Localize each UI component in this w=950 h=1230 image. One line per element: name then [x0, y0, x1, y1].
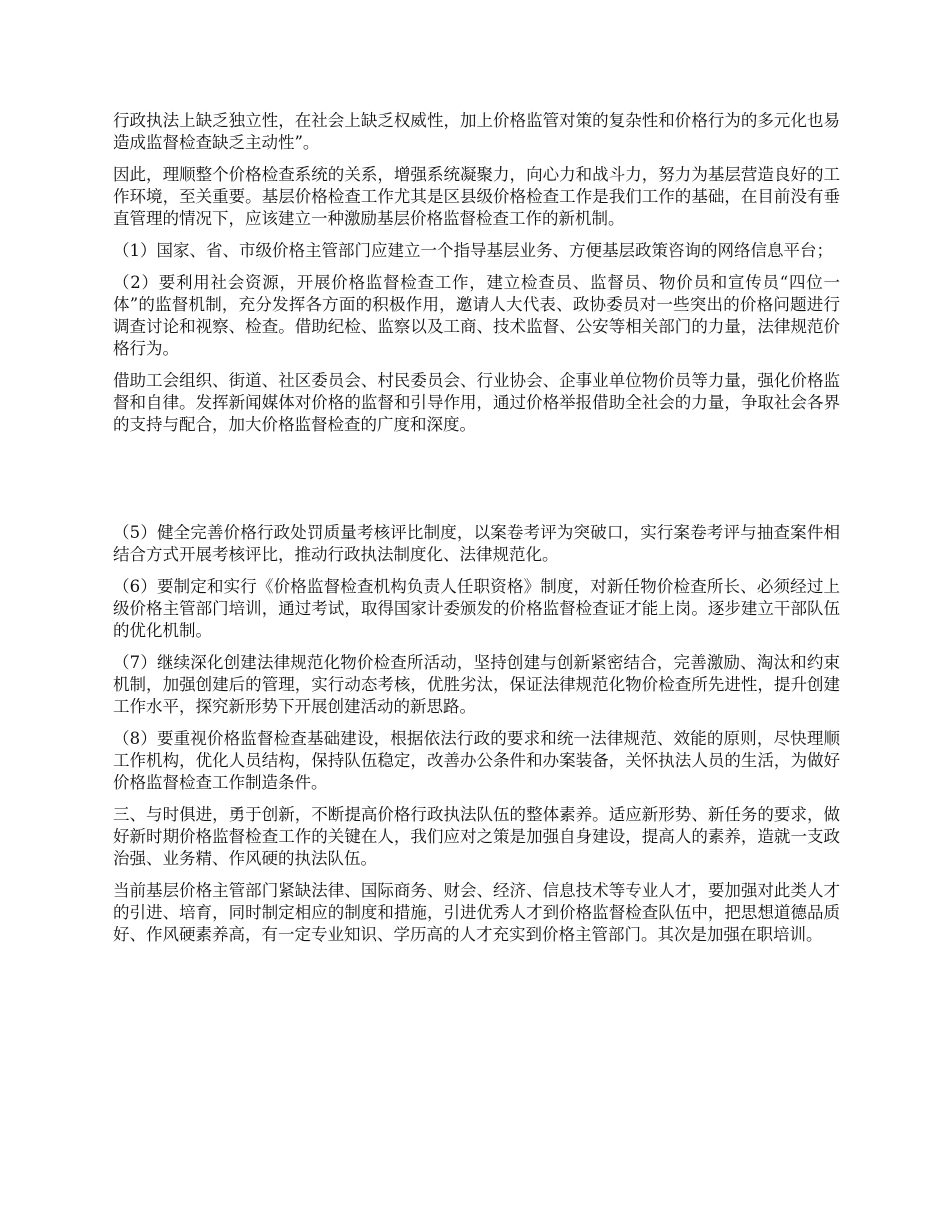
document-page: [113, 110, 840, 956]
paragraph-system-relations: 因此，理顺整个价格检查系统的关系，增强系统凝聚力，向心力和战斗力，努力为基层营造良好的工作环境，至关重要。基层价格检查工作尤其是区县级价格检查工作是我们工作的基础，在目前没有垂直管理的情况下，应该建立一种激励基层价格监督检查工作的新机制。: [113, 165, 840, 228]
paragraph-item-8: （8）要重视价格监督检查基础建设，根据依法行政的要求和统一法律规范、效能的原则，尽快理顺工作机构，优化人员结构，保持队伍稳定，改善办公条件和办案装备，关怀执法人员的生活，为做好价格监督检查工作制造条件。: [113, 729, 840, 792]
paragraph-independence: 行政执法上缺乏独立性，在社会上缺乏权威性，加上价格监管对策的复杂性和价格行为的多元化也易造成监督检查缺乏主动性”。: [113, 111, 840, 152]
paragraph-social-forces: 借助工会组织、街道、社区委员会、村民委员会、行业协会、企事业单位物价员等力量，强化价格监督和自律。发挥新闻媒体对价格的监督和引导作用，通过价格举报借助全社会的力量，争取社会各界的支持与配合，加大价格监督检查的广度和深度。: [113, 371, 840, 434]
paragraph-item-2: （2）要利用社会资源，开展价格监督检查工作，建立检查员、监督员、物价员和宣传员“四位一体”的监督机制，充分发挥各方面的积极作用，邀请人大代表、政协委员对一些突出的价格问题进行调查讨论和视察、检查。借助纪检、监察以及工商、技术监督、公安等相关部门的力量，法律规范价格行为。: [113, 273, 840, 358]
paragraph-section-three: 三、与时俱进，勇于创新，不断提高价格行政执法队伍的整体素养。适应新形势、新任务的要求，做好新时期价格监督检查工作的关键在人，我们应对之策是加强自身建设，提高人的素养，造就一支政治强、业务精、作风硬的执法队伍。: [113, 805, 840, 868]
paragraph-item-5: （5）健全完善价格行政处罚质量考核评比制度，以案卷考评为突破口，实行案卷考评与抽查案件相结合方式开展考核评比，推动行政执法制度化、法律规范化。: [113, 523, 840, 564]
paragraph-item-1: （1）国家、省、市级价格主管部门应建立一个指导基层业务、方便基层政策咨询的网络信息平台；: [113, 241, 833, 260]
paragraph-talent: 当前基层价格主管部门紧缺法律、国际商务、财会、经济、信息技术等专业人才，要加强对此类人才的引进、培育，同时制定相应的制度和措施，引进优秀人才到价格监督检查队伍中，把思想道德品质好、作风硬素养高，有一定专业知识、学历高的人才充实到价格主管部门。其次是加强在职培训。: [113, 881, 840, 944]
paragraph-item-6: （6）要制定和实行《价格监督检查机构负责人任职资格》制度，对新任物价检查所长、必须经过上级价格主管部门培训，通过考试，取得国家计委颁发的价格监督检查证才能上岗。逐步建立干部队伍的优化机制。: [113, 577, 840, 640]
paragraph-item-7: （7）继续深化创建法律规范化物价检查所活动，坚持创建与创新紧密结合，完善激励、淘汰和约束机制，加强创建后的管理，实行动态考核，优胜劣汰，保证法律规范化物价检查所先进性，提升创建工作水平，探究新形势下开展创建活动的新思路。: [113, 653, 840, 716]
blank-gap: [113, 446, 840, 522]
